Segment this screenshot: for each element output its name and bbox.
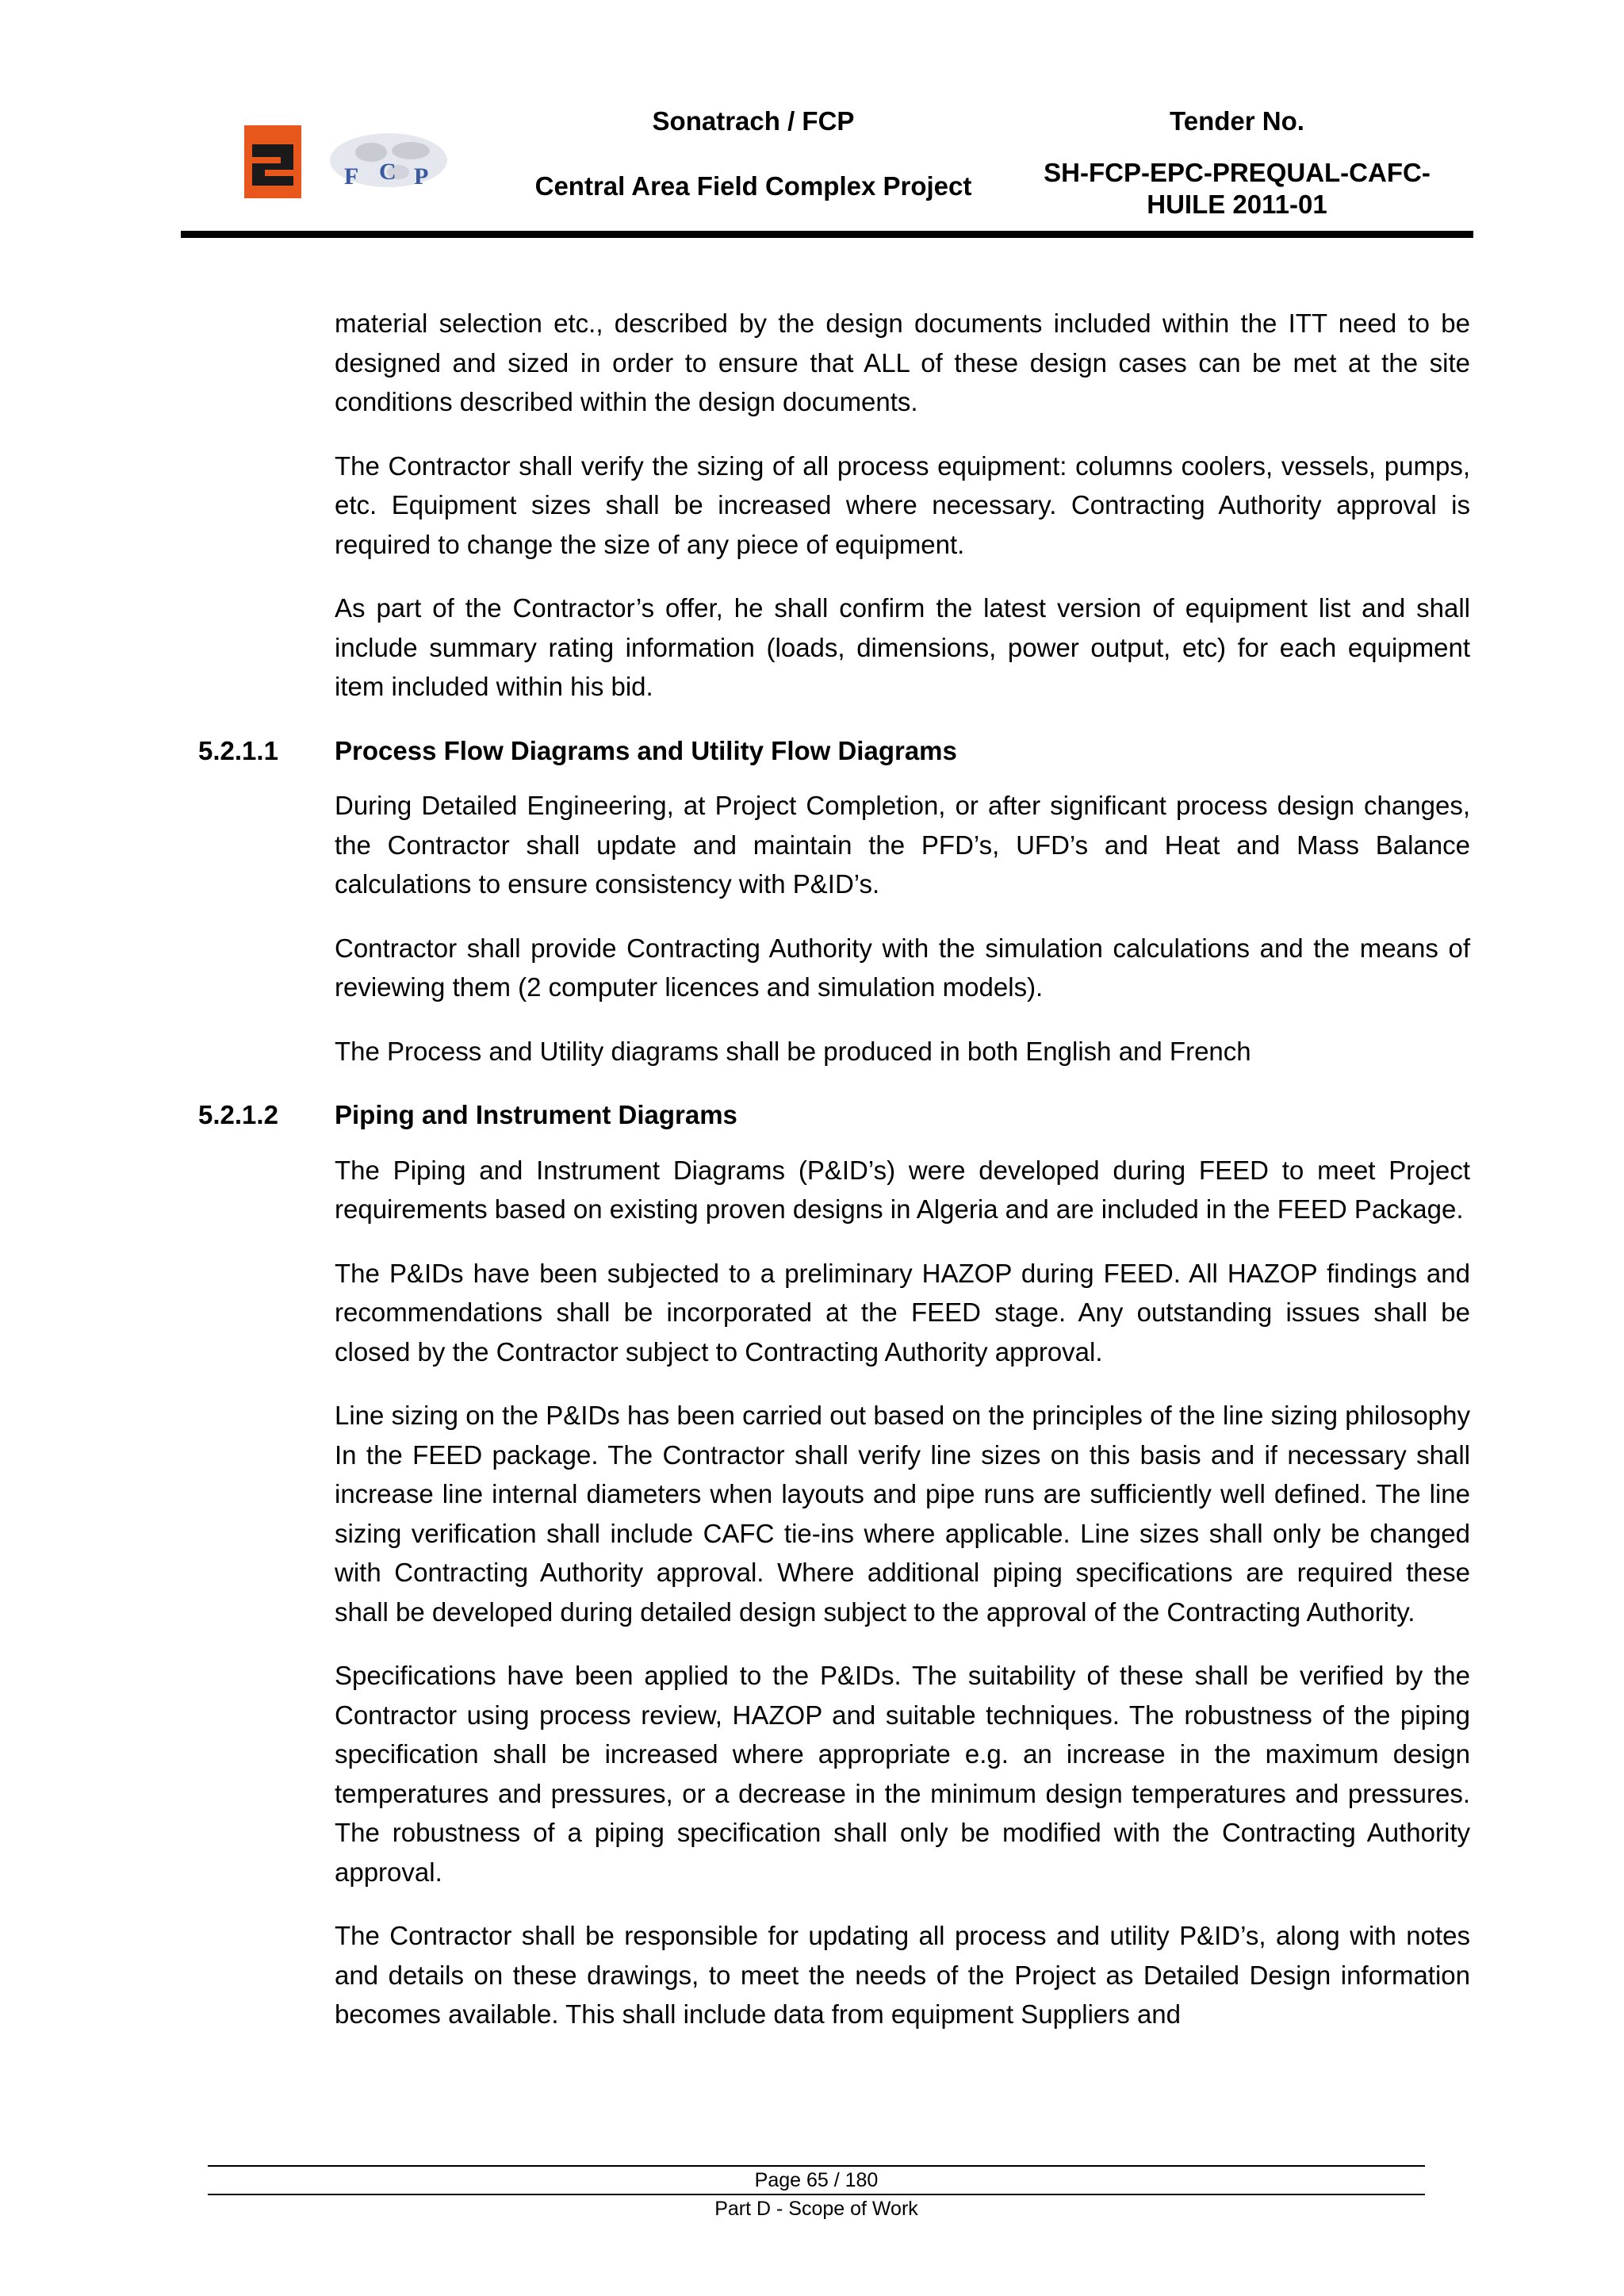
svg-text:C: C xyxy=(379,159,396,185)
paragraph: Specifications have been applied to the P&IDs. The suitability of these shall be verified by the Contractor using process review, HAZOP and suitable techniques. The robustness of the piping specification shall be increased where appropriate e.g. an increase in the maximum design temperatures and pressures, or a decrease in the minimum design temperatures and pressures. The robustness of a piping specification shall only be modified with the Contracting Authority approval. xyxy=(335,1661,1470,1887)
paragraph: The Piping and Instrument Diagrams (P&ID’s) were developed during FEED to meet Project requirements based on existing proven designs in Algeria and are included in the FEED Package. xyxy=(335,1155,1470,1224)
tender-number-line1: SH-FCP-EPC-PREQUAL-CAFC- xyxy=(1044,158,1431,187)
tender-number-line2: HUILE 2011-01 xyxy=(1147,190,1327,219)
header-rule xyxy=(181,231,1473,238)
section-title: Process Flow Diagrams and Utility Flow Diagrams xyxy=(335,735,957,765)
footer-part: Part D - Scope of Work xyxy=(714,2198,918,2220)
svg-text:F: F xyxy=(344,163,359,190)
section-number: 5.2.1.1 xyxy=(198,735,278,765)
tender-label: Tender No. xyxy=(1170,106,1304,136)
paragraph: During Detailed Engineering, at Project Completion, or after significant process design changes, the Contractor shall update and maintain the PFD’s, UFD’s and Heat and Mass Balance calculations to ensure consistency with P&ID’s. xyxy=(335,791,1470,899)
header-org: Sonatrach / FCP xyxy=(652,106,855,136)
section-heading xyxy=(198,1095,1470,1135)
paragraph: The Process and Utility diagrams shall be produced in both English and French xyxy=(335,1036,1251,1066)
paragraph: The P&IDs have been subjected to a preliminary HAZOP during FEED. All HAZOP findings and recommendations shall be incorporated at the FEED stage. Any outstanding issues shall be closed by the Contractor subject to Contracting Authority approval. xyxy=(335,1258,1470,1366)
svg-text:P: P xyxy=(414,163,429,190)
section-number: 5.2.1.2 xyxy=(198,1100,278,1129)
document-body xyxy=(198,304,1470,2059)
paragraph: Contractor shall provide Contracting Authority with the simulation calculations and the means of reviewing them (2 computer licences and simulation models). xyxy=(335,933,1470,1002)
page-number: Page 65 / 180 xyxy=(754,2169,879,2191)
tender-number xyxy=(1007,157,1467,220)
paragraph: Line sizing on the P&IDs has been carried out based on the principles of the line sizing philosophy In the FEED package. The Contractor shall verify line sizes on this basis and if necessary shall increase line internal diameters when layouts and pipe runs are sufficiently well defined. The line sizing verification shall include CAFC tie-ins where applicable. Line sizes shall only be changed with Contracting Authority approval. Where additional piping specifications are required these shall be developed during detailed design subject to the approval of the Contracting Authority. xyxy=(335,1401,1470,1627)
paragraph: As part of the Contractor’s offer, he shall confirm the latest version of equipment list and shall include summary rating information (loads, dimensions, power output, etc) for each equipment item included within his bid. xyxy=(335,593,1470,701)
section-heading xyxy=(198,731,1470,771)
paragraph: The Contractor shall verify the sizing of all process equipment: columns coolers, vessels, pumps, etc. Equipment sizes shall be increased where necessary. Contracting Authority approval is required to change the size of any piece of equipment. xyxy=(335,450,1470,559)
footer-rule-bottom xyxy=(208,2194,1425,2195)
sonatrach-logo xyxy=(244,125,301,198)
header-project: Central Area Field Complex Project xyxy=(534,171,972,201)
paragraph: The Contractor shall be responsible for updating all process and utility P&ID’s, along with notes and details on these drawings, to meet the needs of the Project as Detailed Design information becomes available. This shall include data from equipment Suppliers and xyxy=(335,1921,1470,2029)
fcp-logo xyxy=(325,128,452,200)
footer-rule-top xyxy=(208,2165,1425,2167)
paragraph: material selection etc., described by the design documents included within the ITT need to be designed and sized in order to ensure that ALL of these design cases can be met at the site conditions described within the design documents. xyxy=(335,309,1470,416)
section-title: Piping and Instrument Diagrams xyxy=(335,1100,737,1129)
